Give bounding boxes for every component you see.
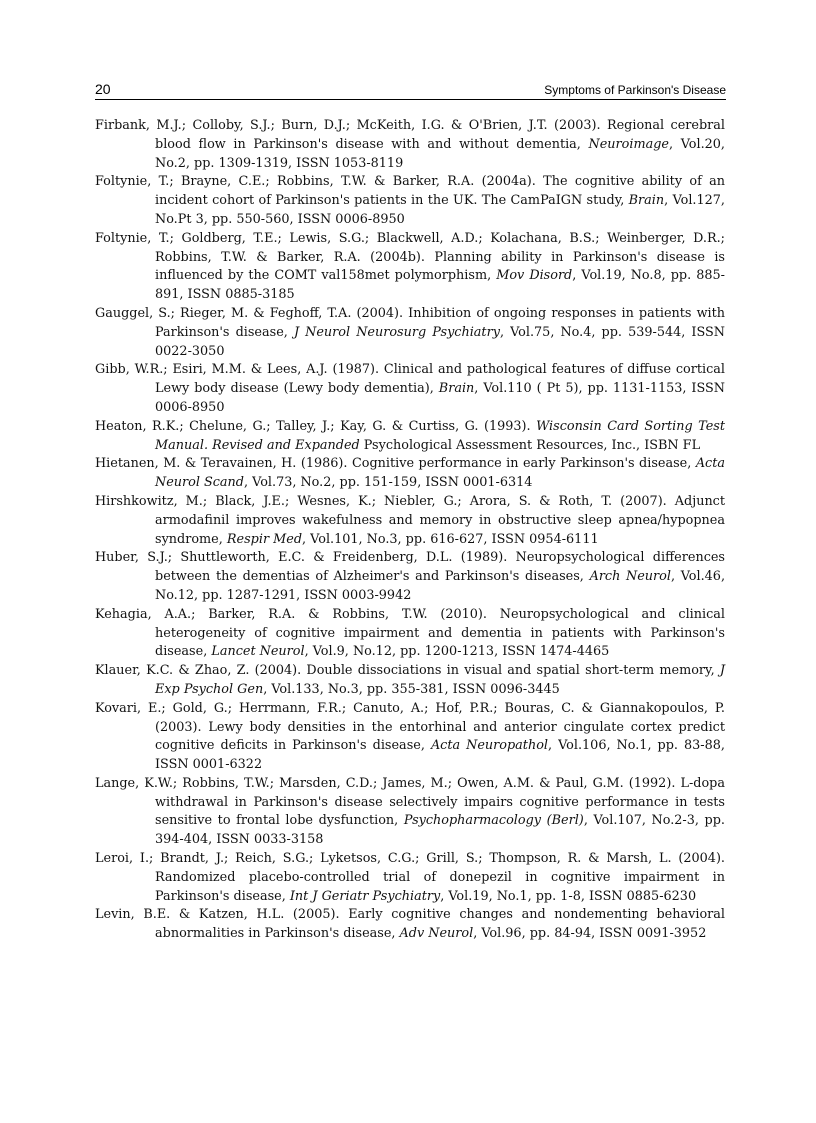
reference-text: Leroi, I.; Brandt, J.; Reich, S.G.; Lyketsos, C.G.; Grill, S.; Thompson, R. & Marsh, L. (2004). Randomized placebo-controlled trial of donepezil in cognitive impairment in Parkinson's disease, [95,851,725,904]
journal-title: Wisconsin Card Sorting Test Manual. Revised and Expanded [155,418,725,453]
reference-entry [95,850,725,906]
reference-entry [95,775,725,850]
reference-entry [95,906,725,944]
journal-title: J Neurol Neurosurg Psychiatry [293,324,500,340]
reference-text: Foltynie, T.; Brayne, C.E.; Robbins, T.W. & Barker, R.A. (2004a). The cognitive ability of an incident cohort of Parkinson's patients in the UK. The CamPaIGN study, [95,174,725,209]
reference-text: Firbank, M.J.; Colloby, S.J.; Burn, D.J.; McKeith, I.G. & O'Brien, J.T. (2003). Regional cerebral blood flow in Parkinson's disease with and without dementia, [95,118,725,152]
reference-details: , Vol.110 ( Pt 5), pp. 1131-1153, ISSN 0006-8950 [155,381,725,415]
reference-text: Levin, B.E. & Katzen, H.L. (2005). Early cognitive changes and nondementing behavioral abnormalities in Parkinson's disease, [95,907,725,942]
reference-entry [95,361,725,417]
reference-details: , Vol.127, No.Pt 3, pp. 550-560, ISSN 0006-8950 [155,193,725,227]
reference-entry [95,493,725,549]
reference-details: , Vol.133, No.3, pp. 355-381, ISSN 0096-3445 [263,681,560,697]
reference-text: Kovari, E.; Gold, G.; Herrmann, F.R.; Canuto, A.; Hof, P.R.; Bouras, C. & Giannakopoulos, P. (2003). Lewy body densities in the entorhinal and anterior cingulate cortex predict cognitive deficits in Parkinson's disease, [95,700,725,754]
page-header [95,81,726,100]
journal-title: Acta Neuropathol [430,738,548,754]
journal-title: J Exp Psychol Gen [155,663,725,697]
reference-text: Hietanen, M. & Teravainen, H. (1986). Cognitive performance in early Parkinson's disease, [95,456,696,472]
reference-text: Hirshkowitz, M.; Black, J.E.; Wesnes, K.; Niebler, G.; Arora, S. & Roth, T. (2007). Adjunct armodafinil improves wakefulness and memory in obstructive sleep apnea/hypopnea syndrome, [95,493,725,547]
journal-title: Brain [438,381,475,397]
reference-details: , Vol.96, pp. 84-94, ISSN 0091-3952 [473,926,707,942]
journal-title: Neuroimage [588,136,669,152]
journal-title: Acta Neurol Scand [155,456,725,491]
reference-details: , Vol.20, No.2, pp. 1309-1319, ISSN 1053-8119 [155,136,725,171]
reference-entry [95,549,725,605]
reference-text: Gauggel, S.; Rieger, M. & Feghoff, T.A. (2004). Inhibition of ongoing responses in patients with Parkinson's disease, [95,305,725,340]
reference-entry [95,173,725,229]
reference-text: Huber, S.J.; Shuttleworth, E.C. & Freidenberg, D.L. (1989). Neuropsychological differences between the dementias of Alzheimer's and Parkinson's diseases, [95,550,725,585]
reference-details: , Vol.106, No.1, pp. 83-88, ISSN 0001-6322 [155,738,725,773]
reference-details: , Vol.107, No.2-3, pp. 394-404, ISSN 0033-3158 [155,813,725,848]
journal-title: Int J Geriatr Psychiatry [289,888,441,904]
reference-entry [95,305,725,361]
reference-entry [95,606,725,662]
reference-entry [95,418,725,456]
reference-details: , Vol.73, No.2, pp. 151-159, ISSN 0001-6314 [244,475,533,491]
reference-details: , Vol.75, No.4, pp. 539-544, ISSN 0022-3050 [155,324,725,359]
reference-text: Kehagia, A.A.; Barker, R.A. & Robbins, T.W. (2010). Neuropsychological and clinical heterogeneity of cognitive impairment and dementia in patients with Parkinson's disease, [95,606,725,660]
reference-details: , Vol.19, No.8, pp. 885-891, ISSN 0885-3185 [155,268,725,303]
journal-title: Arch Neurol [589,569,671,585]
running-title: Symptoms of Parkinson's Disease [544,83,726,97]
journal-title: Mov Disord [496,268,573,284]
reference-entry [95,455,725,493]
reference-details: , Vol.101, No.3, pp. 616-627, ISSN 0954-6111 [302,531,599,547]
journal-title: Brain [628,193,665,209]
reference-entry [95,662,725,700]
reference-entry [95,230,725,305]
journal-title: Psychopharmacology (Berl) [403,813,584,829]
journal-title: Lancet Neurol [211,644,305,660]
reference-list [95,117,725,944]
reference-details: , Vol.19, No.1, pp. 1-8, ISSN 0885-6230 [440,888,697,904]
journal-title: Adv Neurol [399,926,474,942]
reference-details: , Vol.9, No.12, pp. 1200-1213, ISSN 1474-4465 [304,644,610,660]
reference-text: Heaton, R.K.; Chelune, G.; Talley, J.; Kay, G. & Curtiss, G. (1993). [95,418,537,434]
reference-details: , Vol.46, No.12, pp. 1287-1291, ISSN 0003-9942 [155,569,726,603]
reference-entry [95,117,725,173]
reference-details: Psychological Assessment Resources, Inc., ISBN FL [359,437,701,453]
journal-title: Respir Med [226,531,303,547]
reference-text: Klauer, K.C. & Zhao, Z. (2004). Double dissociations in visual and spatial short-term memory, [95,663,720,679]
reference-text: Foltynie, T.; Goldberg, T.E.; Lewis, S.G.; Blackwell, A.D.; Kolachana, B.S.; Weinberger, D.R.; Robbins, T.W. & Barker, R.A. (2004b). Planning ability in Parkinson's disease is influenced by the COMT val158met polymorphism, [95,230,725,284]
reference-entry [95,700,725,775]
page-number: 20 [95,81,111,97]
reference-text: Gibb, W.R.; Esiri, M.M. & Lees, A.J. (1987). Clinical and pathological features of diffuse cortical Lewy body disease (Lewy body dementia), [95,362,725,397]
reference-text: Lange, K.W.; Robbins, T.W.; Marsden, C.D.; James, M.; Owen, A.M. & Paul, G.M. (1992). L-dopa withdrawal in Parkinson's disease selectively impairs cognitive performance in tests sensitive to frontal lobe dysfunction, [95,775,725,829]
